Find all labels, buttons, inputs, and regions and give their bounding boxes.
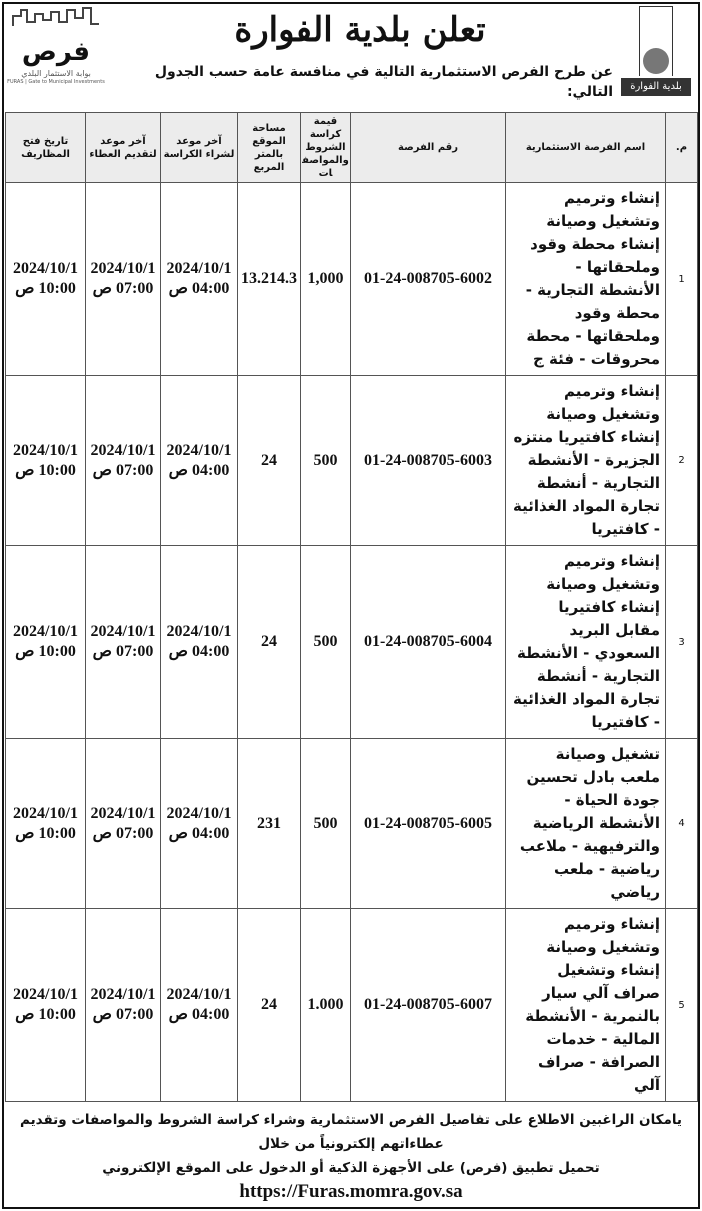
footer-line-2: تحميل تطبيق (فرص) على الأجهزة الذكية أو الدخول على الموقع الإلكتروني: [102, 1160, 600, 1176]
envelope-opening: [6, 739, 86, 909]
booklet-deadline: [161, 739, 238, 909]
envelope-opening: [6, 376, 86, 546]
time: 10:00 ص: [15, 280, 76, 297]
site-area: 24: [238, 909, 301, 1102]
site-area: 24: [238, 376, 301, 546]
time: 04:00 ص: [168, 461, 230, 479]
time: 07:00 ص: [92, 824, 154, 842]
time: 10:00 ص: [15, 1006, 76, 1023]
opportunity-number: 01-24-008705-6002: [351, 183, 506, 376]
table-row: [6, 739, 698, 909]
opportunity-number: 01-24-008705-6004: [351, 546, 506, 739]
furas-logo: [7, 6, 105, 106]
time: 07:00 ص: [92, 1006, 154, 1023]
opportunities-table: [5, 112, 698, 1102]
municipality-logo-label: بلدية الفوارة: [621, 78, 691, 96]
date: 2024/10/1: [90, 986, 156, 1003]
time: 07:00 ص: [92, 280, 154, 297]
time: 10:00 ص: [15, 824, 76, 842]
booklet-price: 500: [301, 546, 351, 739]
bid-deadline: [86, 739, 161, 909]
col-header: مساحة الموقع بالمتر المربع: [238, 113, 301, 183]
col-header: رقم الفرصة: [351, 113, 506, 183]
date: 2024/10/1: [166, 804, 232, 822]
table-row: [6, 909, 698, 1102]
col-header: م.: [666, 113, 698, 183]
site-area: 231: [238, 739, 301, 909]
table-header: [6, 113, 698, 183]
time: 04:00 ص: [168, 824, 230, 842]
booklet-deadline: [161, 909, 238, 1102]
opportunity-number: 01-24-008705-6003: [351, 376, 506, 546]
booklet-price: 500: [301, 376, 351, 546]
furas-logo-english: FURAS | Gate to Municipal Investments: [7, 79, 105, 85]
col-header: آخر موعد لشراء الكراسة: [161, 113, 238, 183]
date: 2024/10/1: [90, 260, 156, 277]
site-area: 24: [238, 546, 301, 739]
booklet-price: 500: [301, 739, 351, 909]
date: 2024/10/1: [13, 804, 78, 822]
bid-deadline: [86, 546, 161, 739]
booklet-deadline: [161, 183, 238, 376]
date: 2024/10/1: [166, 986, 232, 1003]
time: 04:00 ص: [168, 280, 230, 297]
website-link[interactable]: https://Furas.momra.gov.sa: [239, 1181, 463, 1202]
booklet-price: 1.000: [301, 909, 351, 1102]
time: 10:00 ص: [15, 461, 76, 479]
time: 10:00 ص: [15, 643, 76, 660]
col-header: اسم الفرصة الاستثمارية: [506, 113, 666, 183]
envelope-opening: [6, 183, 86, 376]
ad-header: [5, 0, 697, 112]
date: 2024/10/1: [13, 260, 78, 277]
col-header: تاريخ فتح المظاريف: [6, 113, 86, 183]
row-index: 2: [666, 376, 698, 546]
date: 2024/10/1: [166, 623, 232, 640]
time: 04:00 ص: [168, 643, 230, 660]
date: 2024/10/1: [166, 260, 232, 277]
page-subtitle: عن طرح الفرص الاستثمارية التالية في منافسة عامة حسب الجدول التالي:: [154, 64, 613, 100]
bid-deadline: [86, 183, 161, 376]
time: 04:00 ص: [168, 1006, 230, 1023]
furas-logo-word: فرص: [21, 37, 91, 67]
date: 2024/10/1: [13, 623, 78, 640]
page-title: تعلن بلدية الفوارة: [234, 10, 486, 50]
booklet-deadline: [161, 376, 238, 546]
row-index: 5: [666, 909, 698, 1102]
envelope-opening: [6, 909, 86, 1102]
booklet-price: 1,000: [301, 183, 351, 376]
date: 2024/10/1: [90, 441, 156, 459]
opportunity-name: إنشاء وترميم وتشغيل وصيانة إنشاء كافتيريا منتزه الجزيرة - الأنشطة التجارية - أنشطة تجارة المواد الغذائية - كافتيريا: [506, 376, 666, 546]
row-index: 4: [666, 739, 698, 909]
date: 2024/10/1: [13, 441, 78, 459]
site-area: 13.214.3: [238, 183, 301, 376]
date: 2024/10/1: [90, 623, 156, 640]
emblem-icon: [643, 48, 669, 74]
opportunity-number: 01-24-008705-6007: [351, 909, 506, 1102]
municipality-logo: [621, 6, 691, 101]
row-index: 1: [666, 183, 698, 376]
date: 2024/10/1: [166, 441, 232, 459]
skyline-icon: [11, 6, 101, 28]
time: 07:00 ص: [92, 461, 154, 479]
opportunity-name: إنشاء وترميم وتشغيل وصيانة إنشاء كافتيريا مقابل البريد السعودي - الأنشطة التجارية - أنشطة تجارة المواد الغذائية - كافتيريا: [506, 546, 666, 739]
bid-deadline: [86, 909, 161, 1102]
col-header: آخر موعد لتقديم العطاء: [86, 113, 161, 183]
footer-line-1: يامكان الراغبين الاطلاع على تفاصيل الفرص الاستثمارية وشراء كراسة الشروط والمواصفات وتقديم عطاءاتهم إلكترونياً من خلال: [19, 1112, 682, 1152]
envelope-opening: [6, 546, 86, 739]
opportunity-name: إنشاء وترميم وتشغيل وصيانة إنشاء محطة وقود وملحقاتها - الأنشطة التجارية - محطة وقود وملحقاتها - محطة محروقات - فئة ج: [506, 183, 666, 376]
date: 2024/10/1: [90, 804, 156, 822]
footer-note: [5, 1108, 697, 1205]
booklet-deadline: [161, 546, 238, 739]
bid-deadline: [86, 376, 161, 546]
table-row: [6, 376, 698, 546]
furas-logo-tagline: بوابة الاستثمار البلدي: [21, 69, 91, 78]
table-row: [6, 546, 698, 739]
table-row: [6, 183, 698, 376]
opportunity-name: تشغيل وصيانة ملعب بادل تحسين جودة الحياة - الأنشطة الرياضية والترفيهية - ملاعب رياضية - ملعب رياضي: [506, 739, 666, 909]
time: 07:00 ص: [92, 643, 154, 660]
opportunity-number: 01-24-008705-6005: [351, 739, 506, 909]
row-index: 3: [666, 546, 698, 739]
date: 2024/10/1: [13, 986, 78, 1003]
col-header: قيمة كراسة الشروط والمواصفات: [301, 113, 351, 183]
opportunity-name: إنشاء وترميم وتشغيل وصيانة إنشاء وتشغيل صراف آلي سيار بالنمرية - الأنشطة المالية - خدمات الصرافة - صراف آلي: [506, 909, 666, 1102]
